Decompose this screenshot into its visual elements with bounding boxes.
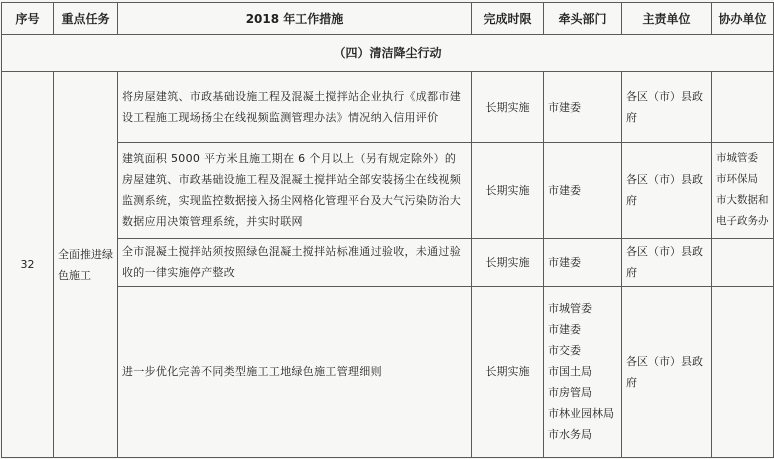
deadline-cell: 长期实施 [472,143,544,238]
header-key-task: 重点任务 [54,3,118,35]
header-assist: 协办单位 [712,3,774,35]
lead-dept-cell: 市建委 [544,72,622,143]
measure-cell: 全市混凝土搅拌站须按照绿色混凝土搅拌站标准通过验收，未通过验收的一律实施停产整改 [118,238,472,286]
header-lead-dept: 牵头部门 [544,3,622,35]
header-responsible: 主责单位 [622,3,712,35]
lead-dept-item: 市交委 [548,344,581,358]
measure-cell: 将房屋建筑、市政基础设施工程及混凝土搅拌站企业执行《成都市建设工程施工现场扬尘在线视频监测管理办法》情况纳入信用评价 [118,72,472,143]
assist-item: 市环保局 [716,173,758,186]
lead-dept-item: 市林业园林局 [548,407,614,421]
lead-dept-item: 市城管委 [548,302,592,316]
lead-dept-item: 市建委 [548,323,581,337]
responsible-cell: 各区（市）县政府 [622,143,712,238]
responsible-cell: 各区（市）县政府 [622,72,712,143]
section-row [2,35,774,72]
table-row [2,72,774,143]
measure-cell: 进一步优化完善不同类型施工工地绿色施工管理细则 [118,286,472,457]
work-measures-table [1,2,774,458]
responsible-cell: 各区（市）县政府 [622,238,712,286]
table-row [2,143,774,238]
assist-cell [712,143,774,238]
lead-dept-item: 市房管局 [548,386,592,400]
deadline-cell: 长期实施 [472,72,544,143]
assist-item: 市城管委 [716,152,758,165]
assist-item: 市大数据和电子政务办 [716,194,769,228]
table-row [2,286,774,457]
responsible-cell: 各区（市）县政府 [622,286,712,457]
lead-dept-item: 市水务局 [548,428,592,442]
lead-dept-cell [544,286,622,457]
header-row [2,3,774,35]
deadline-cell: 长期实施 [472,286,544,457]
measure-cell: 建筑面积 5000 平方米且施工期在 6 个月以上（另有规定除外）的房屋建筑、市政基础设施工程及混凝土搅拌站全部安装扬尘在线视频监测系统，实现监控数据接入扬尘网格化管理平台及大气污染防治大数据应用决策管理系统，并实时联网 [118,143,472,238]
header-deadline: 完成时限 [472,3,544,35]
group-key-task: 全面推进绿色施工 [54,72,118,458]
header-seq: 序号 [2,3,54,35]
table-row [2,238,774,286]
section-title: （四）清洁降尘行动 [2,35,774,72]
group-seq: 32 [2,72,54,458]
assist-cell [712,286,774,457]
assist-cell [712,72,774,143]
assist-cell [712,238,774,286]
lead-dept-cell: 市建委 [544,238,622,286]
lead-dept-item: 市国土局 [548,365,592,379]
lead-dept-cell: 市建委 [544,143,622,238]
header-measures: 2018 年工作措施 [118,3,472,35]
deadline-cell: 长期实施 [472,238,544,286]
